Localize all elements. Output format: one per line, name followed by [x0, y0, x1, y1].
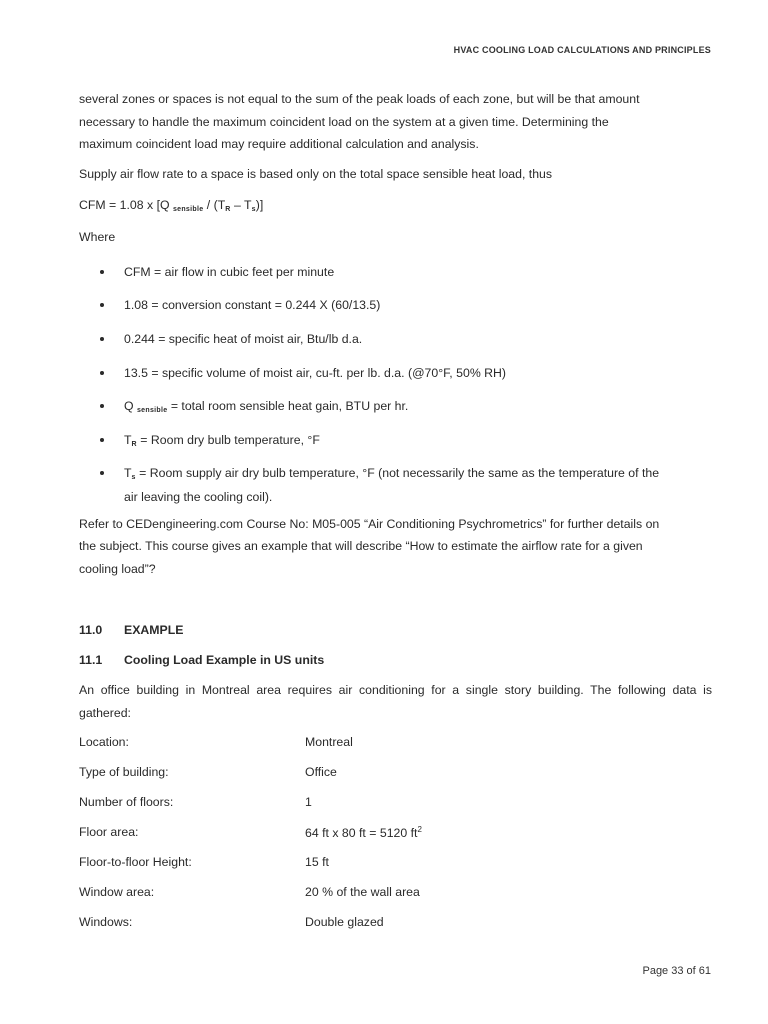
definition: = total room sensible heat gain, BTU per hr.	[167, 399, 409, 413]
data-value: Office	[305, 765, 337, 779]
formula-subscript: sensible	[172, 206, 204, 213]
data-value: 15 ft	[305, 855, 329, 869]
data-value: Double glazed	[305, 915, 384, 929]
symbol-subscript: sensible	[136, 407, 168, 414]
data-label: Window area:	[79, 885, 155, 899]
data-label: Number of floors:	[79, 795, 174, 809]
subsection-heading	[79, 653, 324, 667]
paragraph-line: cooling load”?	[79, 562, 156, 576]
data-label: Floor area:	[79, 825, 139, 839]
bullet-icon	[100, 303, 104, 307]
bullet-icon	[100, 471, 104, 475]
symbol-subscript: s	[131, 474, 136, 481]
cfm-formula	[79, 198, 263, 213]
symbol: T	[124, 433, 132, 447]
subsection-title: Cooling Load Example in US units	[124, 653, 325, 667]
formula-text: )]	[255, 198, 264, 212]
data-label: Floor-to-floor Height:	[79, 855, 192, 869]
definition-continuation: air leaving the cooling coil).	[124, 490, 273, 504]
subsection-number: 11.1	[79, 653, 103, 667]
formula-text: / (T	[203, 198, 226, 212]
definition: = Room supply air dry bulb temperature, °F (not necessarily the same as the temperature of the	[135, 466, 660, 480]
floor-area-value: 64 ft x 80 ft = 5120 ft	[305, 826, 418, 840]
list-item-text	[124, 428, 320, 457]
data-value	[305, 825, 422, 840]
bullet-icon	[100, 371, 104, 375]
superscript: 2	[417, 825, 422, 834]
paragraph-line: gathered:	[79, 706, 131, 720]
bullet-icon	[100, 270, 104, 274]
list-item-text: 0.244 = specific heat of moist air, Btu/lb d.a.	[124, 332, 363, 346]
section-number: 11.0	[79, 623, 103, 637]
list-item-text	[124, 394, 408, 423]
bullet-icon	[100, 337, 104, 341]
list-item-text: 1.08 = conversion constant = 0.244 X (60/13.5)	[124, 298, 381, 312]
where-label: Where	[79, 230, 116, 244]
data-label: Location:	[79, 735, 129, 749]
page-number: Page 33 of 61	[642, 965, 711, 977]
page-header: HVAC COOLING LOAD CALCULATIONS AND PRINCIPLES	[453, 45, 711, 55]
paragraph-line: Refer to CEDengineering.com Course No: M05-005 “Air Conditioning Psychrometrics” for further details on	[79, 517, 660, 531]
data-label: Windows:	[79, 915, 133, 929]
paragraph-line: the subject. This course gives an example that will describe “How to estimate the airflow rate for a given	[79, 539, 643, 553]
paragraph-line: An office building in Montreal area requires air conditioning for a single story building. The following data is	[79, 683, 712, 697]
formula-text: – T	[230, 198, 252, 212]
data-label: Type of building:	[79, 765, 169, 779]
formula-subscript: R	[225, 206, 231, 213]
formula-text: CFM = 1.08 x [Q	[79, 198, 173, 212]
paragraph-line: necessary to handle the maximum coincident load on the system at a given time. Determining the	[79, 115, 609, 129]
list-item-text: CFM = air flow in cubic feet per minute	[124, 265, 335, 279]
section-title: EXAMPLE	[124, 623, 184, 637]
data-value: 1	[305, 795, 312, 809]
symbol: T	[124, 466, 132, 480]
supply-air-sentence: Supply air flow rate to a space is based only on the total space sensible heat load, thus	[79, 167, 553, 181]
formula-subscript: s	[251, 206, 256, 213]
section-heading	[79, 623, 183, 637]
definition: = Room dry bulb temperature, °F	[136, 433, 320, 447]
list-item-text: 13.5 = specific volume of moist air, cu-ft. per lb. d.a. (@70°F, 50% RH)	[124, 366, 507, 380]
paragraph-line: several zones or spaces is not equal to the sum of the peak loads of each zone, but will be that amount	[79, 92, 640, 106]
symbol-subscript: R	[131, 441, 137, 448]
data-value: 20 % of the wall area	[305, 885, 420, 899]
bullet-icon	[100, 404, 104, 408]
paragraph-line: maximum coincident load may require additional calculation and analysis.	[79, 137, 479, 151]
symbol: Q	[124, 399, 137, 413]
data-value: Montreal	[305, 735, 353, 749]
bullet-icon	[100, 438, 104, 442]
